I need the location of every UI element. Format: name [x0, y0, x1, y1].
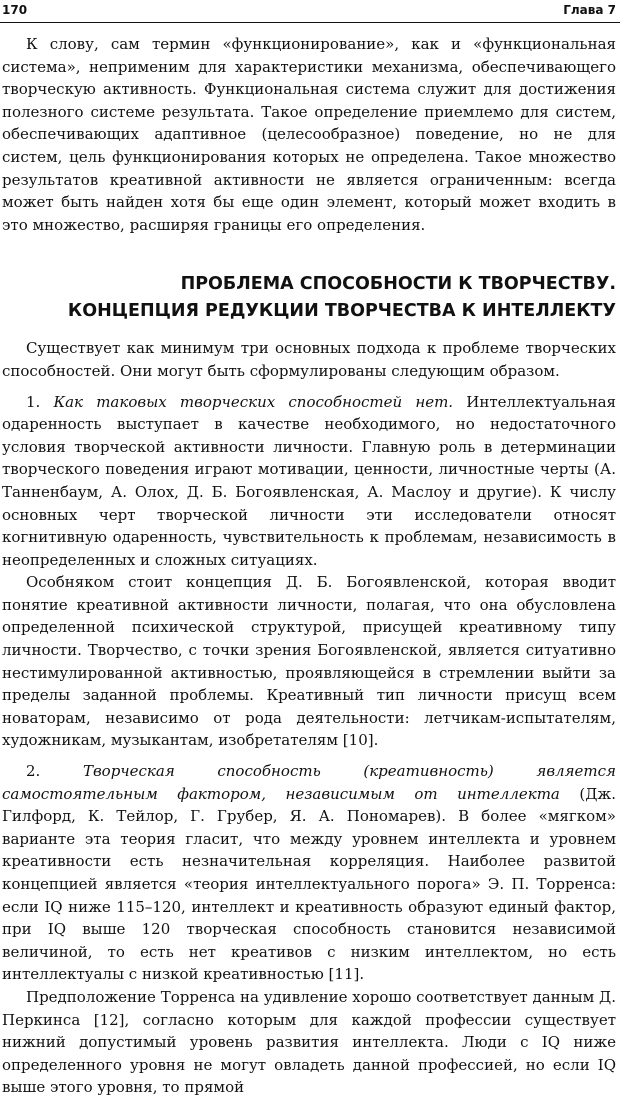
page-body [2, 33, 616, 1099]
chapter-title: Глава 7 [563, 3, 616, 17]
approach-1-number: 1. [26, 392, 54, 411]
running-header [0, 0, 620, 23]
paragraph-three-approaches: Существует как минимум три основных подхода к проблеме творческих способностей. Они могут быть сформулированы следующим образом. [2, 339, 616, 380]
approach-1-thesis: Как таковых творческих способностей нет. [53, 392, 454, 411]
approach-2-number: 2. [26, 762, 83, 781]
paragraph-approach-2 [2, 760, 616, 986]
section-heading-line1: ПРОБЛЕМА СПОСОБНОСТИ К ТВОРЧЕСТВУ. [180, 274, 616, 295]
approach-2-thesis: Творческая способность (креативность) является самостоятельным фактором, независимым от интеллекта [2, 762, 616, 803]
section-heading-line2: КОНЦЕПЦИЯ РЕДУКЦИИ ТВОРЧЕСТВА К ИНТЕЛЛЕКТУ [67, 301, 616, 322]
paragraph-torrance-perkins: Предположение Торренса на удивление хорошо соответствует данным Д. Перкинса [12], согласно которым для каждой профессии существует нижний допустимый уровень развития интеллекта. Люди с IQ ниже определенного уровня не могут овладеть данной профессией, но если IQ выше этого уровня, то прямой [2, 987, 616, 1097]
paragraph-approach-1 [2, 391, 616, 572]
approach-2-text: (Дж. Гилфорд, К. Тейлор, Г. Грубер, Я. А. Пономарев). В более «мягком» варианте эта теория гласит, что между уровнем интеллекта и уровнем креативности есть незначительная корреляция. Наиболее развитой концепцией является «теория интеллектуального порога» Э. П. Торренса: если IQ ниже 115–120, интеллект и креативность образуют единый фактор, при IQ выше 120 творческая способность становится независимой величиной, то есть нет креативов с низким интеллектом, но есть интеллектуалы с низкой креативностью [11]. [2, 784, 616, 984]
paragraph-functional-system: К слову, сам термин «функционирование», как и «функциональная система», неприменим для характеристики механизма, обеспечивающего творческую активность. Функциональная система служит для достижения полезного системе результата. Такое определение приемлемо для систем, обеспечивающих адаптивное (целесообразное) поведение, но не для систем, цель функционирования которых не определена. Такое множество результатов креативной активности не является ограниченным: всегда может быть найден хотя бы еще один элемент, который может входить в это множество, расширяя границы его определения. [2, 35, 616, 234]
approach-1-text: Интеллектуальная одаренность выступает в качестве необходимого, но недостаточного условия творческой активности личности. Главную роль в детерминации творческого поведения играют мотивации, ценности, личностные черты (А. Танненбаум, А. Олох, Д. Б. Богоявленская, А. Маслоу и другие). К числу основных черт творческой личности эти исследователи относят когнитивную одаренность, чувствительность к проблемам, независимость в неопределенных и сложных ситуациях. [2, 392, 616, 569]
section-heading [2, 271, 616, 325]
page-number: 170 [2, 3, 28, 17]
paragraph-bogoyavlenskaya: Особняком стоит концепция Д. Б. Богоявленской, которая вводит понятие креативной активности личности, полагая, что она обусловлена определенной психической структурой, присущей креативному типу личности. Творчество, с точки зрения Богоявленской, является ситуативно нестимулированной активностью, проявляющейся в стремлении выйти за пределы заданной проблемы. Креативный тип личности присущ всем новаторам, независимо от рода деятельности: летчикам-испытателям, художникам, музыкантам, изобретателям [10]. [2, 573, 616, 750]
